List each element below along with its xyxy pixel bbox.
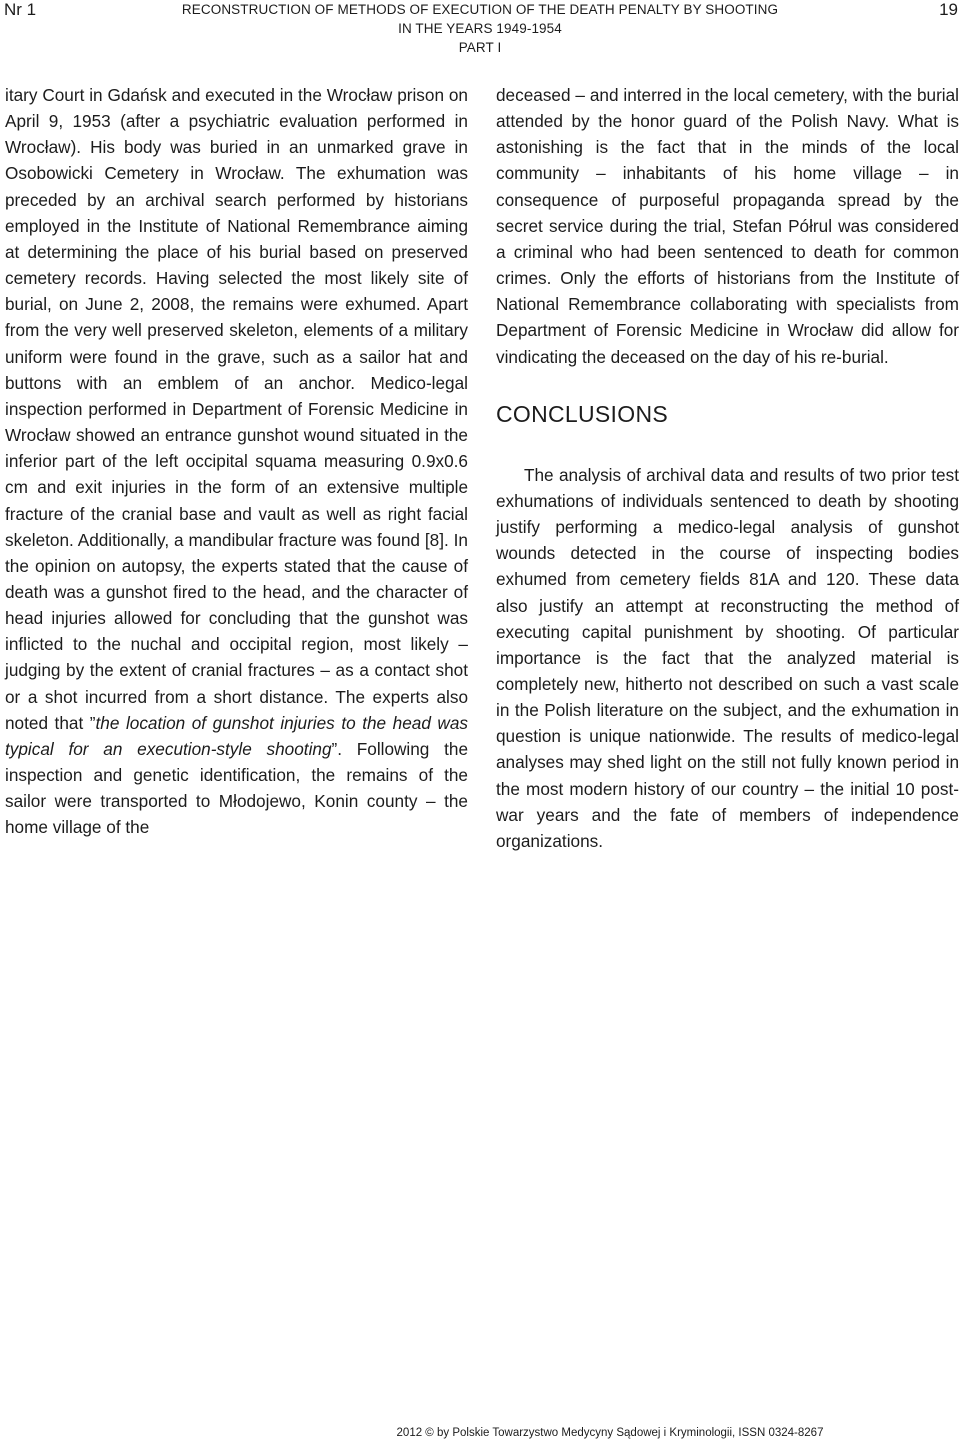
section-heading-conclusions: CONCLUSIONS bbox=[496, 400, 668, 427]
body-paragraph bbox=[5, 82, 468, 841]
quoted-opinion: the location of gunshot injuries to the head was typical for an execution-style shooting bbox=[5, 712, 468, 759]
copyright-footer bbox=[0, 1426, 960, 1440]
paragraph-text-continued: ”. Following the inspection and genetic identification, the remains of the sailor were transported to Młodojewo, Konin county – the home village of the bbox=[5, 738, 469, 838]
running-title-line-1: RECONSTRUCTION OF METHODS OF EXECUTION OF THE DEATH PENALTY BY SHOOTING bbox=[181, 2, 779, 17]
running-header bbox=[0, 0, 960, 58]
body-paragraph: deceased – and interred in the local cemetery, with the burial attended by the honor guard of the Polish Navy. What is astonishing is the fact that in the minds of the local community – inhabitants of his home village – in consequence of purposeful propaganda spread by the secret service during the trial, Stefan Półrul was considered a criminal who had been sentenced to death for common crimes. Only the efforts of historians from the Institute of National Remembrance collaborating with specialists from Department of Forensic Medicine in Wrocław did allow for vindicating the deceased on the day of his re-burial. bbox=[496, 85, 959, 367]
conclusions-paragraph: The analysis of archival data and results of two prior test exhumations of individuals sentenced to death by shooting justify performing a medico-legal analysis of gunshot wounds detected in the course of inspecting bodies exhumed from cemetery fields 81A and 120. These data also justify an attempt at reconstructing the method of executing capital punishment by shooting. Of particular importance is the fact that the analyzed material is completely new, hitherto not described on such a vast scale in the Polish literature on the subject, and the exhumation in question is unique nationwide. The results of medico-legal analyses may shed light on the still not fully known period in the most modern history of our country – the initial 10 post-war years and the fate of members of independence organizations. bbox=[496, 464, 959, 851]
right-column bbox=[496, 82, 959, 854]
running-title-line-3: PART I bbox=[458, 40, 502, 55]
running-title-line-2: IN THE YEARS 1949-1954 bbox=[398, 21, 562, 36]
page-number: 19 bbox=[939, 0, 958, 19]
running-title bbox=[130, 0, 830, 57]
left-column bbox=[5, 82, 468, 841]
issue-number: Nr 1 bbox=[4, 0, 37, 19]
paragraph-text: itary Court in Gdańsk and executed in the Wrocław prison on April 9, 1953 (after a psychiatric evaluation performed in Wrocław). His body was buried in an unmarked grave in Osobowicki Cemetery in Wrocław. The exhumation was preceded by an archival search performed by historians employed in the Institute of National Remembrance aiming at determining the place of his burial based on preserved cemetery records. Having selected the most likely site of burial, on June 2, 2008, the remains were exhumed. Apart from the very well preserved skeleton, elements of a military uniform were found in the grave, such as a sailor hat and buttons with an emblem of an anchor. Medico-legal inspection performed in Department of Forensic Medicine in Wrocław showed an entrance gunshot wound situated in the inferior part of the left occipital squama measuring 0.9x0.6 cm and exit injuries in the form of an extensive multiple fracture of the cranial base and vault as well as right facial skeleton. Additionally, a mandibular fracture was found [8]. In the opinion on autopsy, the experts stated that the cause of death was a gunshot fired to the head, and the character of head injuries allowed for concluding that the gunshot was inflicted to the nuchal and occipital region, most likely – judging by the extent of cranial fractures – as a contact shot or a shot incurred from a short distance. The experts also noted that ” bbox=[5, 85, 468, 733]
footer-text: 2012 © by Polskie Towarzystwo Medycyny Sądowej i Kryminologii, ISSN 0324-8267 bbox=[396, 1427, 824, 1439]
